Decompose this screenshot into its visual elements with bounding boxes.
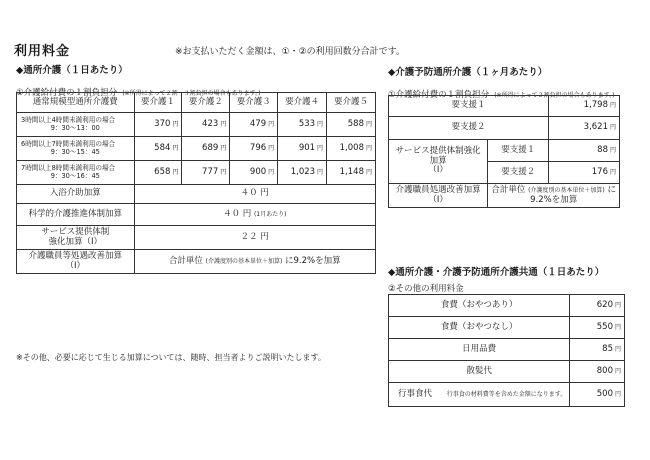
value: 689	[202, 142, 219, 153]
row-label: 食費（おやつなし）	[389, 317, 570, 339]
yen-unit: 円	[317, 144, 324, 152]
header-cell: 要介護４	[278, 93, 327, 113]
section1-header-row	[17, 93, 376, 113]
value-cell	[327, 161, 376, 185]
value-cell	[182, 161, 230, 185]
value-prefix: 合計単位	[491, 185, 526, 196]
row-label: 散髪代	[389, 361, 570, 383]
shogu-label-line1: 介護職員処遇改善加算	[395, 185, 481, 196]
service-label	[389, 140, 488, 184]
yen-unit: 円	[614, 323, 621, 331]
value-prefix: 合計単位	[168, 255, 203, 266]
header-cell: 通常規模型通所介護費	[17, 93, 135, 113]
row-label-line2: 9：30～13：00	[50, 123, 100, 132]
yen-unit: 円	[220, 168, 227, 176]
value: 1,798	[583, 100, 608, 111]
row-label: 要支援２	[488, 162, 549, 184]
value-cell	[182, 113, 230, 137]
value-cell	[549, 96, 620, 117]
value-cell	[549, 117, 620, 140]
yen-unit: 円	[220, 144, 227, 152]
yen-unit: 円	[365, 120, 372, 128]
yen-unit: 円	[268, 120, 275, 128]
yen-unit: 円	[609, 102, 616, 110]
table-row	[389, 317, 625, 339]
extra-label: 入浴介助加算	[17, 185, 135, 204]
row-label: 行事食代	[398, 388, 433, 399]
value: 1,023	[290, 166, 316, 177]
extra-value: ４０ 円	[134, 185, 375, 204]
value-note: (介護度別の基本単位＋加算)	[528, 187, 605, 195]
value-cell	[570, 317, 625, 339]
yen-unit: 円	[614, 301, 621, 309]
section3-heading: ◆通所介護・介護予防通所介護共通（１日あたり）	[388, 267, 605, 278]
service-label-line1: サービス提供体制強化加算	[395, 146, 481, 166]
service-label-line2: （Ⅰ）	[428, 165, 448, 176]
yen-unit: 円	[614, 367, 621, 375]
extra-value-cell	[134, 204, 375, 226]
value-note: (介護度別の基本単位＋加算)	[205, 257, 283, 265]
value-cell	[570, 295, 625, 317]
row-label-line2: 9：30～16：45	[50, 171, 100, 180]
value: 85	[602, 343, 613, 354]
value-cell	[278, 113, 327, 137]
yen-unit: 円	[317, 120, 324, 128]
value: 800	[596, 365, 613, 376]
value: 620	[596, 299, 613, 310]
value: 3,621	[583, 122, 608, 133]
row-label-line2: 9：30～15：45	[50, 147, 100, 156]
extra-label	[17, 226, 135, 250]
extra-label-line2: 強化加算（Ⅰ）	[48, 236, 103, 247]
yen-unit: 円	[268, 144, 275, 152]
value-cell	[182, 137, 230, 161]
row-label: 食費（おやつあり）	[389, 295, 570, 317]
bottom-note: ※その他、必要に応じて生じる加算については、随時、担当者よりご説明いたします。	[16, 353, 326, 362]
value: 88	[597, 144, 608, 155]
value-cell	[570, 339, 625, 361]
table-row	[389, 140, 620, 162]
value: 479	[249, 118, 267, 129]
value: 176	[591, 166, 608, 177]
value: 550	[596, 321, 613, 332]
section2-heading: ◆介護予防通所介護（１ヶ月あたり）	[388, 67, 548, 78]
value: 584	[154, 142, 171, 153]
extra-label	[17, 250, 135, 274]
yen-unit: 円	[365, 168, 372, 176]
table-row	[389, 117, 620, 140]
value: 796	[249, 142, 267, 153]
value-cell	[570, 361, 625, 383]
yen-unit: 円	[609, 124, 616, 132]
shogu-label	[389, 184, 488, 208]
payment-note: ※お支払いただく金額は、①・②の利用回数分合計です。	[175, 47, 405, 57]
extra-value: ４０ 円	[223, 208, 252, 219]
yen-unit: 円	[614, 390, 621, 398]
value: 777	[202, 166, 219, 177]
row-label-note: 行事食の材料費等を含めた金額になります。	[446, 390, 567, 398]
row-label-line1: 3時間以上4時間未満利用の場合	[21, 115, 116, 124]
value: 500	[596, 388, 613, 399]
bathing-row	[17, 185, 376, 204]
row-label	[17, 137, 135, 161]
extra-label-line1: 介護職員等処遇改善加算	[28, 251, 123, 262]
yen-unit: 円	[614, 345, 621, 353]
value: 901	[298, 142, 316, 153]
value-cell	[327, 137, 376, 161]
table-row	[389, 96, 620, 117]
value-suffix: に	[607, 185, 616, 196]
section1-subnote: (※所得によって２割・３割負担の場合もあります。)	[122, 90, 261, 97]
value: 533	[298, 118, 316, 129]
value: 588	[347, 118, 364, 129]
section2-table	[388, 95, 620, 208]
value-cell	[549, 162, 620, 184]
yen-unit: 円	[220, 120, 227, 128]
table-row	[389, 339, 625, 361]
section1-table	[16, 92, 376, 274]
value-cell	[570, 383, 625, 407]
value-suffix-line2: 9.2%を加算	[530, 194, 578, 205]
extra-value-note: (1月あたり)	[253, 210, 287, 218]
value: 1,148	[339, 166, 364, 177]
row-label-line1: 7時間以上8時間未満利用の場合	[21, 163, 116, 172]
section3-subheading: ②その他の利用料金	[388, 284, 464, 294]
row-label: 要支援１	[488, 140, 549, 162]
row-label: 要支援１	[389, 96, 549, 117]
yen-unit: 円	[317, 168, 324, 176]
yen-unit: 円	[172, 120, 179, 128]
row-label	[17, 113, 135, 137]
value-cell	[230, 161, 278, 185]
extra-label-line2: （Ⅰ）	[65, 260, 86, 271]
row-label: 日用品費	[389, 339, 570, 361]
service-row	[17, 226, 376, 250]
table-row	[17, 113, 376, 137]
header-cell: 要介護１	[134, 93, 182, 113]
yen-unit: 円	[268, 168, 275, 176]
yen-unit: 円	[609, 168, 616, 176]
header-cell: 要介護５	[327, 93, 376, 113]
section1-heading: ◆通所介護（１日あたり）	[16, 65, 128, 76]
section3-table	[388, 294, 625, 407]
section1-subheading: ①介護給付費の１割負担分	[16, 88, 118, 98]
value: 900	[249, 166, 267, 177]
table-row	[17, 137, 376, 161]
row-label: 要支援２	[389, 117, 549, 140]
shogu-row	[17, 250, 376, 274]
yen-unit: 円	[609, 146, 616, 154]
value: 658	[154, 166, 171, 177]
value: 370	[154, 118, 171, 129]
row-label-cell	[389, 383, 570, 407]
page-title: 利用料金	[14, 44, 71, 59]
science-row	[17, 204, 376, 226]
shogu-row	[389, 184, 620, 208]
extra-value-cell	[134, 250, 375, 274]
table-row	[17, 161, 376, 185]
row-label-line1: 6時間以上7時間未満利用の場合	[21, 139, 116, 148]
value-cell	[230, 137, 278, 161]
value: 423	[202, 118, 219, 129]
value-cell	[134, 137, 182, 161]
yen-unit: 円	[172, 168, 179, 176]
value-cell	[327, 113, 376, 137]
value: 1,008	[339, 142, 364, 153]
extra-label: 科学的介護推進体制加算	[17, 204, 135, 226]
section2-subnote: (※所得によって２割負担の場合もあります。)	[494, 92, 615, 99]
table-row	[389, 383, 625, 407]
value-cell	[230, 113, 278, 137]
value-cell	[278, 137, 327, 161]
table-row	[389, 361, 625, 383]
value-cell	[278, 161, 327, 185]
value-cell	[134, 161, 182, 185]
extra-label-line1: サービス提供体制	[41, 227, 110, 238]
value-suffix: に9.2%を加算	[285, 255, 341, 266]
shogu-label-line2: （Ⅰ）	[428, 194, 448, 205]
header-cell: 要介護２	[182, 93, 230, 113]
yen-unit: 円	[172, 144, 179, 152]
value-cell	[134, 113, 182, 137]
section2-subheading: ①介護給付費の１割負担分	[388, 90, 490, 100]
extra-value: ２２ 円	[134, 226, 375, 250]
shogu-value-cell	[488, 184, 620, 208]
value-cell	[549, 140, 620, 162]
table-row	[389, 295, 625, 317]
header-cell: 要介護３	[230, 93, 278, 113]
row-label	[17, 161, 135, 185]
yen-unit: 円	[365, 144, 372, 152]
